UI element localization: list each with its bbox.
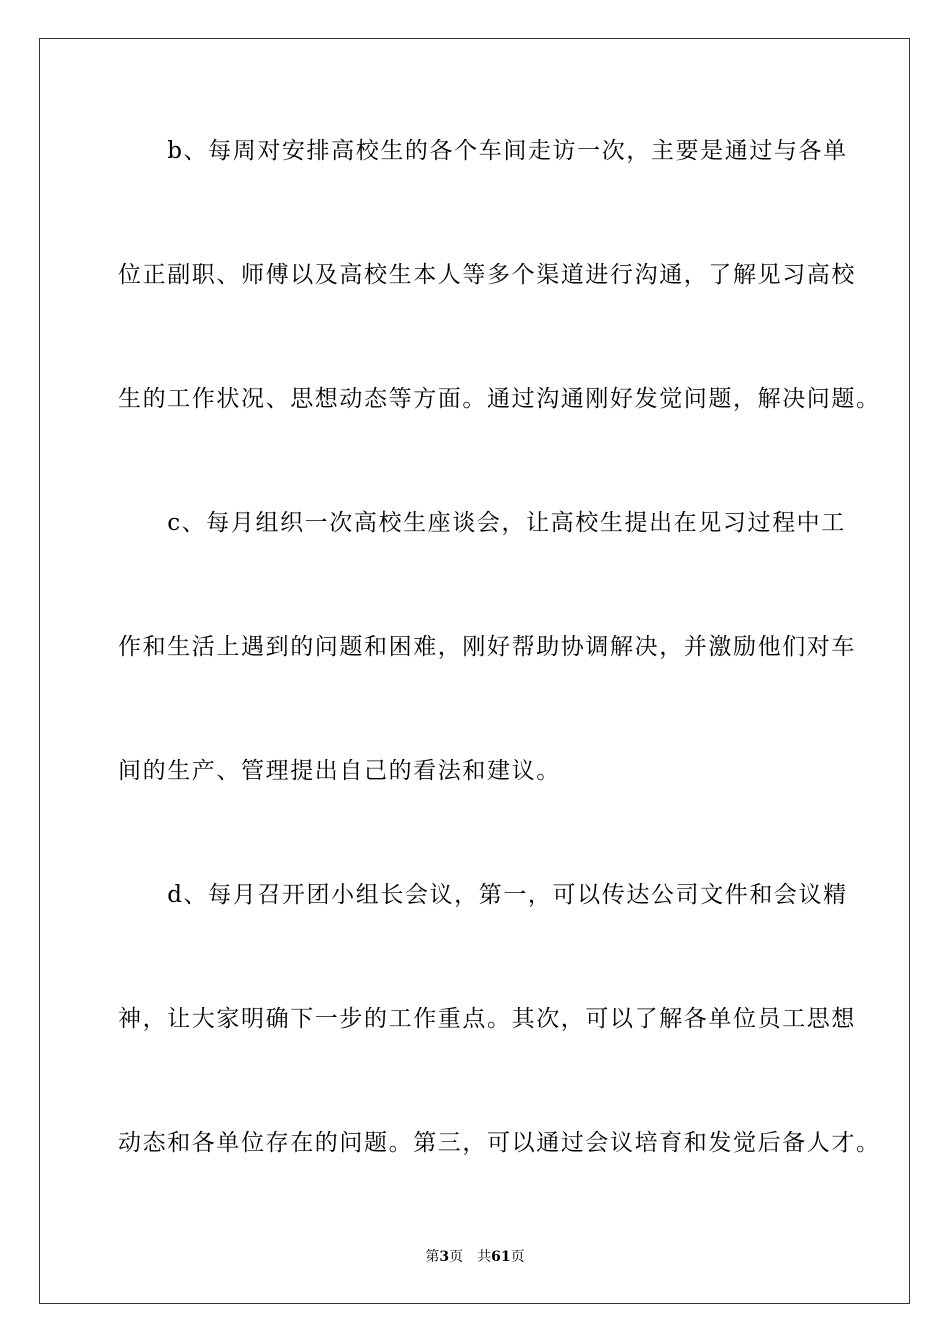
footer-total-prefix: 共 (477, 1249, 492, 1265)
footer-total-suffix: 页 (510, 1249, 525, 1265)
page-footer (0, 1248, 950, 1266)
text-line: 神，让大家明确下一步的工作重点。其次，可以了解各单位员工思想 (118, 1006, 856, 1032)
text-line: c、每月组织一次高校生座谈会，让高校生提出在见习过程中工 (118, 510, 846, 536)
text-line: b、每周对安排高校生的各个车间走访一次，主要是通过与各单 (118, 138, 848, 164)
footer-page-prefix: 第 (425, 1249, 440, 1265)
footer-total-pages: 61 (491, 1249, 511, 1265)
text-line: 动态和各单位存在的问题。第三，可以通过会议培育和发觉后备人才。 (118, 1130, 881, 1156)
text-line: 作和生活上遇到的问题和困难，刚好帮助协调解决，并激励他们对车 (118, 634, 856, 660)
page-border (39, 38, 910, 1304)
text-line: 位正副职、师傅以及高校生本人等多个渠道进行沟通，了解见习高校 (118, 262, 856, 288)
text-line: 间的生产、管理提出自己的看法和建议。 (118, 758, 561, 784)
text-line: 生的工作状况、思想动态等方面。通过沟通刚好发觉问题，解决问题。 (118, 386, 881, 412)
footer-page-number: 3 (439, 1249, 450, 1265)
footer-page-suffix: 页 (449, 1249, 464, 1265)
text-line: d、每月召开团小组长会议，第一，可以传达公司文件和会议精 (118, 882, 848, 908)
